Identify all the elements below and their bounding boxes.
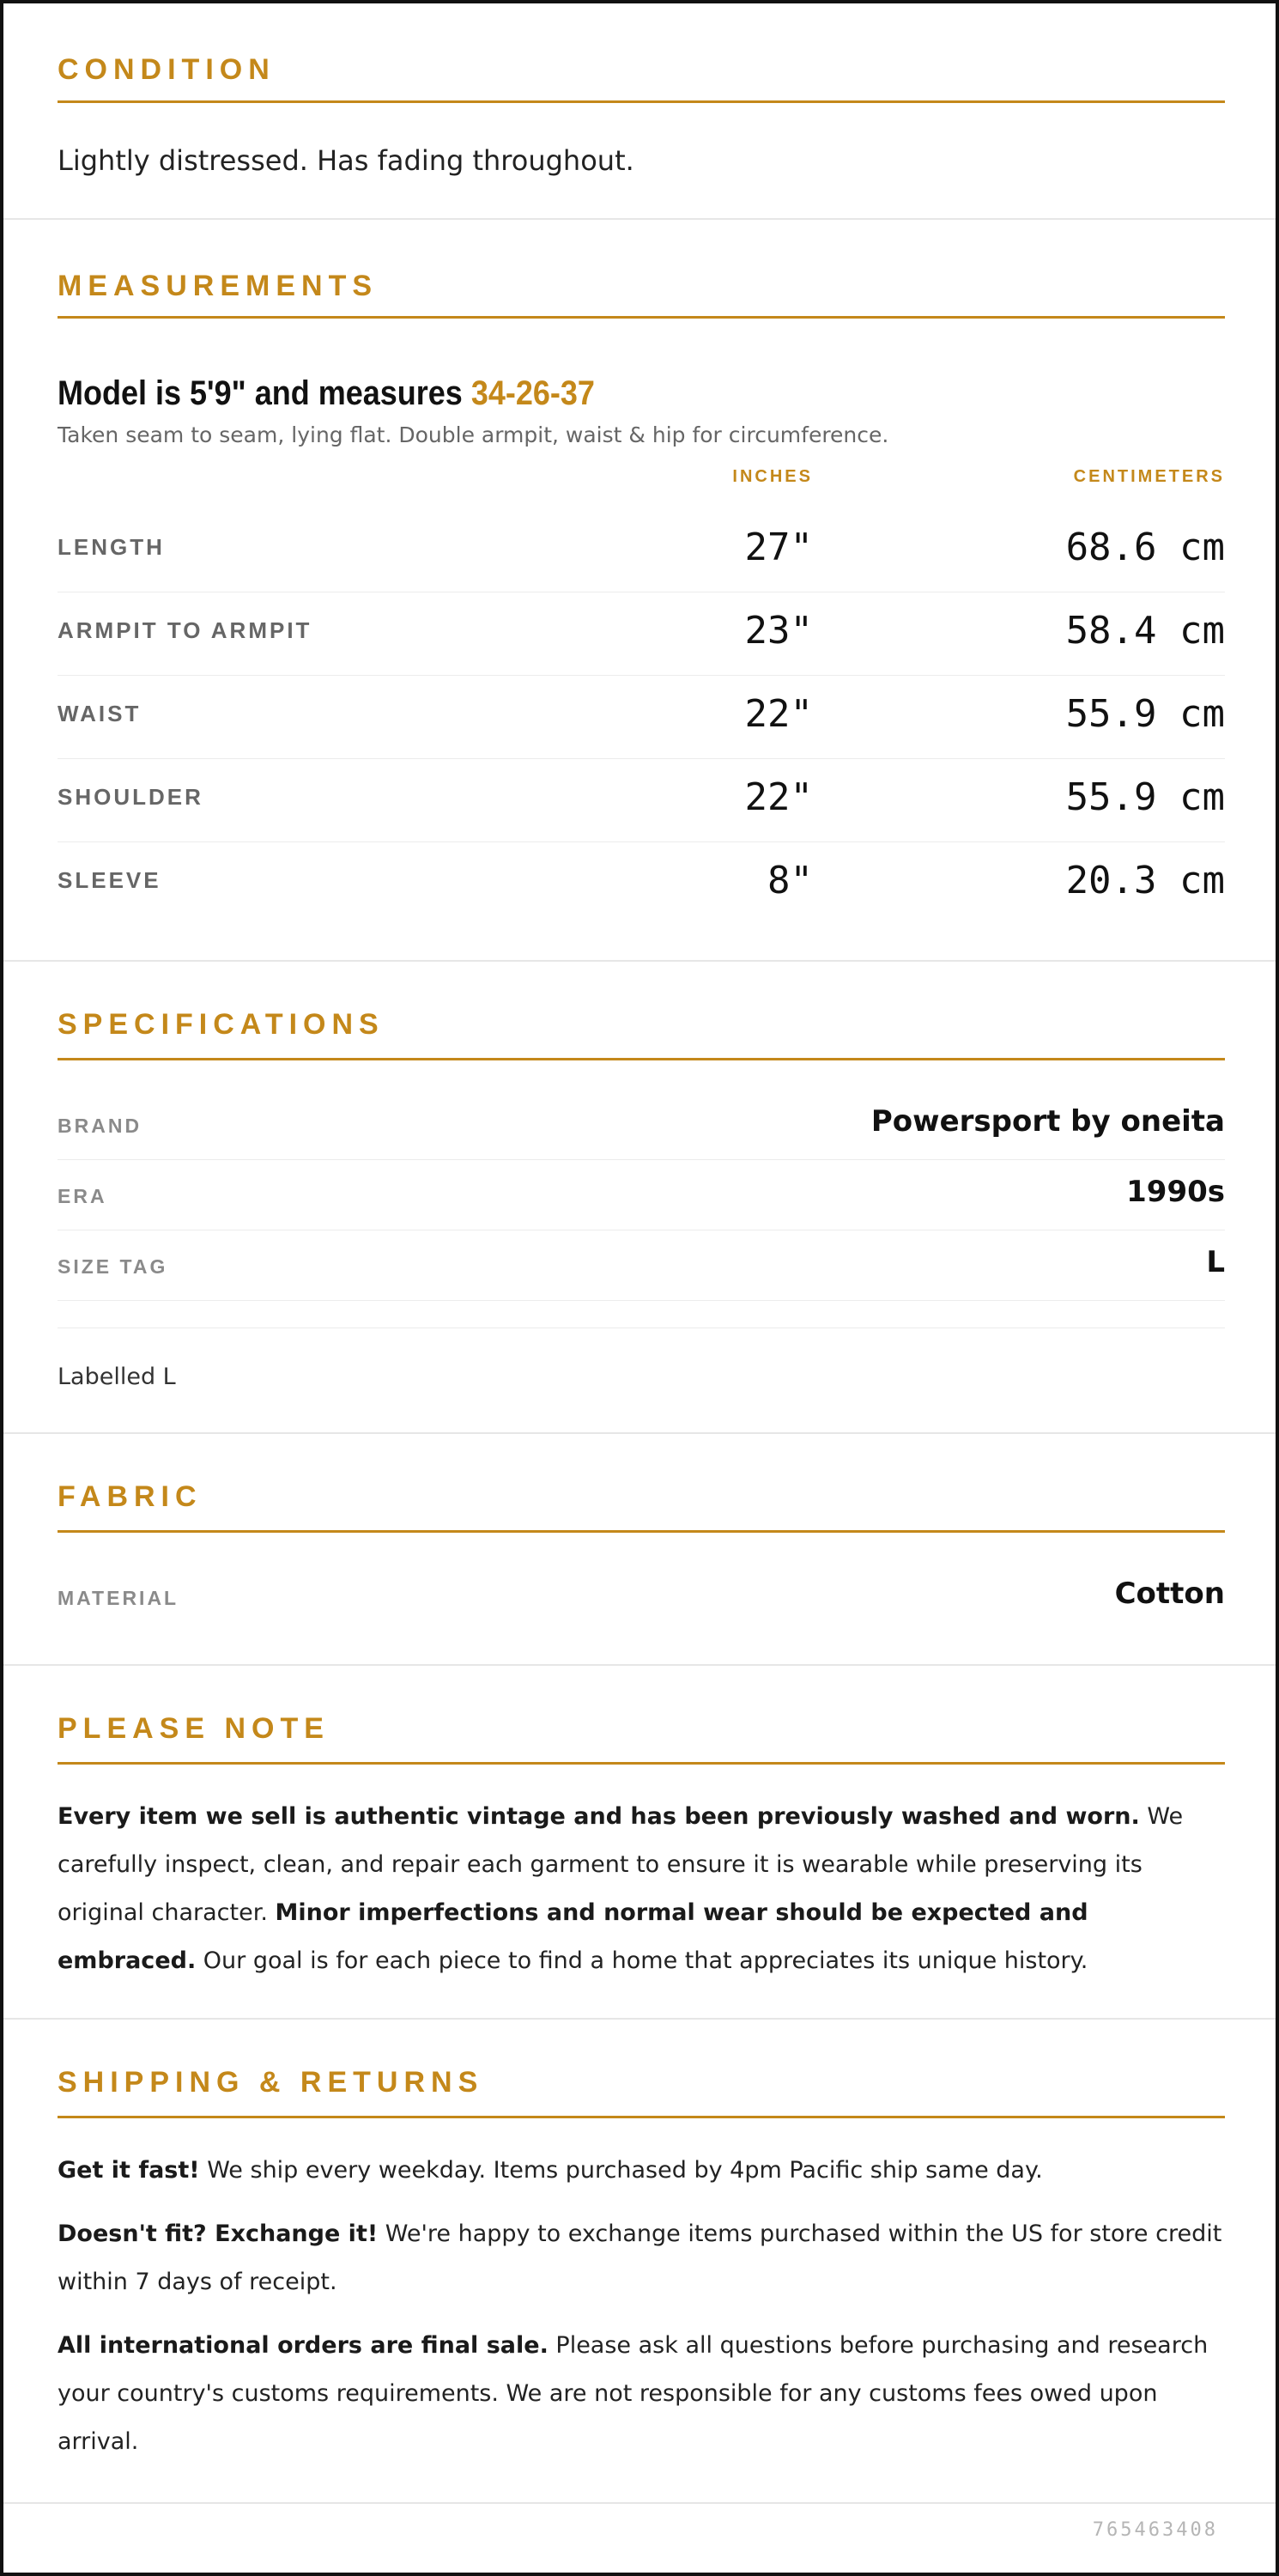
shipping-text-3: Please ask all questions before purchasing and research your country's customs requirements. We are not responsible for any customs fees owed upon arrival. <box>58 2332 1209 2455</box>
spec-divider <box>58 1327 1225 1328</box>
measurement-label: SHOULDER <box>58 784 203 810</box>
spec-label: BRAND <box>58 1115 142 1137</box>
shipping-section <box>3 2020 1276 2504</box>
spec-value: 1990s <box>1126 1175 1225 1209</box>
shipping-paragraph-3 <box>58 2322 1225 2466</box>
measurement-label: WAIST <box>58 701 142 726</box>
measurement-inches: 22" <box>744 692 813 736</box>
shipping-heading: SHIPPING & RETURNS <box>58 2066 484 2099</box>
model-measurements <box>58 374 595 413</box>
measurement-cm: 55.9 cm <box>1065 692 1225 736</box>
shipping-paragraph-1 <box>58 2147 1225 2195</box>
measurement-inches: 22" <box>744 775 813 819</box>
please-note-text-1: We carefully inspect, clean, and repair each garment to ensure it is wearable while preserving its original character. <box>58 1803 1184 1926</box>
please-note-heading: PLEASE NOTE <box>58 1712 330 1745</box>
measurement-row-waist <box>58 675 1225 759</box>
measurement-label: ARMPIT TO ARMPIT <box>58 617 312 643</box>
please-note-bold-1: Every item we sell is authentic vintage and has been previously washed and worn. <box>58 1803 1140 1830</box>
specifications-rule <box>58 1058 1225 1060</box>
measurements-heading: MEASUREMENTS <box>58 270 379 302</box>
fabric-rule <box>58 1530 1225 1533</box>
shipping-paragraph-2 <box>58 2210 1225 2306</box>
fabric-row-material <box>58 1561 1225 1631</box>
shipping-text-1: We ship every weekday. Items purchased by 4pm Pacific ship same day. <box>199 2157 1043 2184</box>
centimeters-column-header: CENTIMETERS <box>1073 467 1225 486</box>
spec-value: L <box>1206 1245 1225 1279</box>
please-note-section <box>3 1666 1276 2020</box>
measurement-cm: 20.3 cm <box>1065 859 1225 902</box>
measurements-section <box>3 220 1276 962</box>
measurement-inches: 23" <box>744 609 813 653</box>
spec-row-size-tag <box>58 1230 1225 1301</box>
inches-column-header: INCHES <box>732 467 813 486</box>
please-note-text <box>58 1793 1225 1985</box>
shipping-text-2: We're happy to exchange items purchased within the US for store credit within 7 days of receipt. <box>58 2221 1222 2295</box>
fabric-label: MATERIAL <box>58 1587 179 1609</box>
measurement-label: LENGTH <box>58 534 165 560</box>
spec-value: Powersport by oneita <box>870 1104 1225 1139</box>
measurement-inches: 27" <box>744 526 813 569</box>
spec-row-era <box>58 1159 1225 1230</box>
measurement-row-length <box>58 508 1225 592</box>
fabric-section <box>3 1434 1276 1666</box>
shipping-bold-1: Get it fast! <box>58 2157 200 2184</box>
size-tag-note: Labelled L <box>58 1364 176 1390</box>
spec-label: ERA <box>58 1185 107 1207</box>
fabric-heading: FABRIC <box>58 1480 203 1513</box>
please-note-rule <box>58 1762 1225 1765</box>
condition-text: Lightly distressed. Has fading throughout. <box>58 144 634 177</box>
shipping-bold-3: All international orders are final sale. <box>58 2332 549 2359</box>
specifications-section <box>3 962 1276 1434</box>
measurements-rule <box>58 316 1225 319</box>
spec-label: SIZE TAG <box>58 1255 168 1278</box>
measurement-inches: 8" <box>767 859 813 902</box>
model-prefix: Model is 5'9" and measures <box>58 374 471 412</box>
model-measures: 34-26-37 <box>470 374 595 412</box>
measurement-row-shoulder <box>58 758 1225 842</box>
specifications-heading: SPECIFICATIONS <box>58 1008 385 1041</box>
please-note-bold-2: Minor imperfections and normal wear should be expected and embraced. <box>58 1899 1088 1974</box>
measurement-note: Taken seam to seam, lying flat. Double armpit, waist & hip for circumference. <box>58 422 889 447</box>
condition-heading: CONDITION <box>58 53 276 86</box>
measurement-row-sleeve <box>58 841 1225 925</box>
condition-section <box>3 3 1276 220</box>
measurement-row-armpit <box>58 592 1225 676</box>
please-note-text-2: Our goal is for each piece to find a home that appreciates its unique history. <box>196 1947 1088 1974</box>
measurement-cm: 68.6 cm <box>1065 526 1225 569</box>
measurement-cm: 58.4 cm <box>1065 609 1225 653</box>
measurement-cm: 55.9 cm <box>1065 775 1225 819</box>
item-id: 765463408 <box>1092 2519 1218 2541</box>
shipping-bold-2: Doesn't fit? Exchange it! <box>58 2221 379 2247</box>
measurement-label: SLEEVE <box>58 867 161 893</box>
shipping-rule <box>58 2116 1225 2118</box>
fabric-value: Cotton <box>1114 1577 1225 1611</box>
condition-rule <box>58 100 1225 103</box>
spec-row-brand <box>58 1089 1225 1160</box>
